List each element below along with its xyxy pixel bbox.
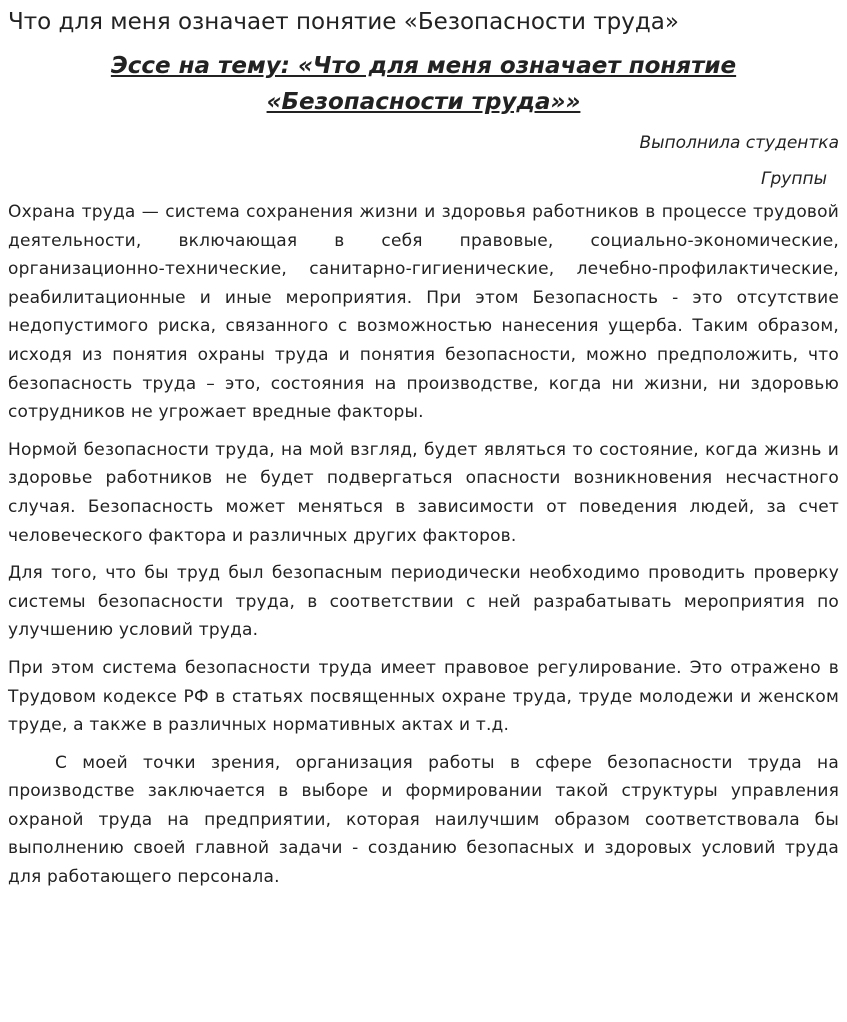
paragraph-1: Охрана труда — система сохранения жизни и здоровья работников в процессе трудовой деятельности, включающая в себя правовые, социально-экономические, организационно-технические, санитарно-гигиенические, лечебно-профилактические, реабилитационные и иные мероприятия. При этом Безопасность - это отсутствие недопустимого риска, связанного с возможностью нанесения ущерба. Таким образом, исходя из понятия охраны труда и понятия безопасности, можно предположить, что безопасность труда – это, состояния на производстве, когда ни жизни, ни здоровью сотрудников не угрожает вредные факторы. xyxy=(8,202,839,423)
paragraph-2: Нормой безопасности труда, на мой взгляд, будет являться то состояние, когда жизнь и здоровье работников не будет подвергаться опасности возникновения несчастного случая. Безопасность может меняться в зависимости от поведения людей, за счет человеческого фактора и различных других факторов. xyxy=(8,439,839,546)
essay-heading: Эссе на тему: «Что для меня означает понятие «Безопасности труда»» xyxy=(110,53,737,115)
group-line: Группы xyxy=(761,169,827,189)
paragraph-5: С моей точки зрения, организация работы в сфере безопасности труда на производстве заключается в выборе и формировании такой структуры управления охраной труда на предприятии, которая наилучшим образом соответствовала бы выполнению своей главной задачи - созданию безопасных и здоровых условий труда для работающего персонала. xyxy=(8,752,839,888)
author-line: Выполнила студентка xyxy=(639,133,839,153)
document-title: Что для меня означает понятие «Безопасности труда» xyxy=(8,9,679,35)
paragraph-3: Для того, что бы труд был безопасным периодически необходимо проводить проверку системы безопасности труда, в соответствии с ней разрабатывать мероприятия по улучшению условий труда. xyxy=(8,563,839,641)
paragraph-4: При этом система безопасности труда имеет правовое регулирование. Это отражено в Трудовом кодексе РФ в статьях посвященных охране труда, труде молодежи и женском труде, а также в различных нормативных актах и т.д. xyxy=(8,657,839,736)
